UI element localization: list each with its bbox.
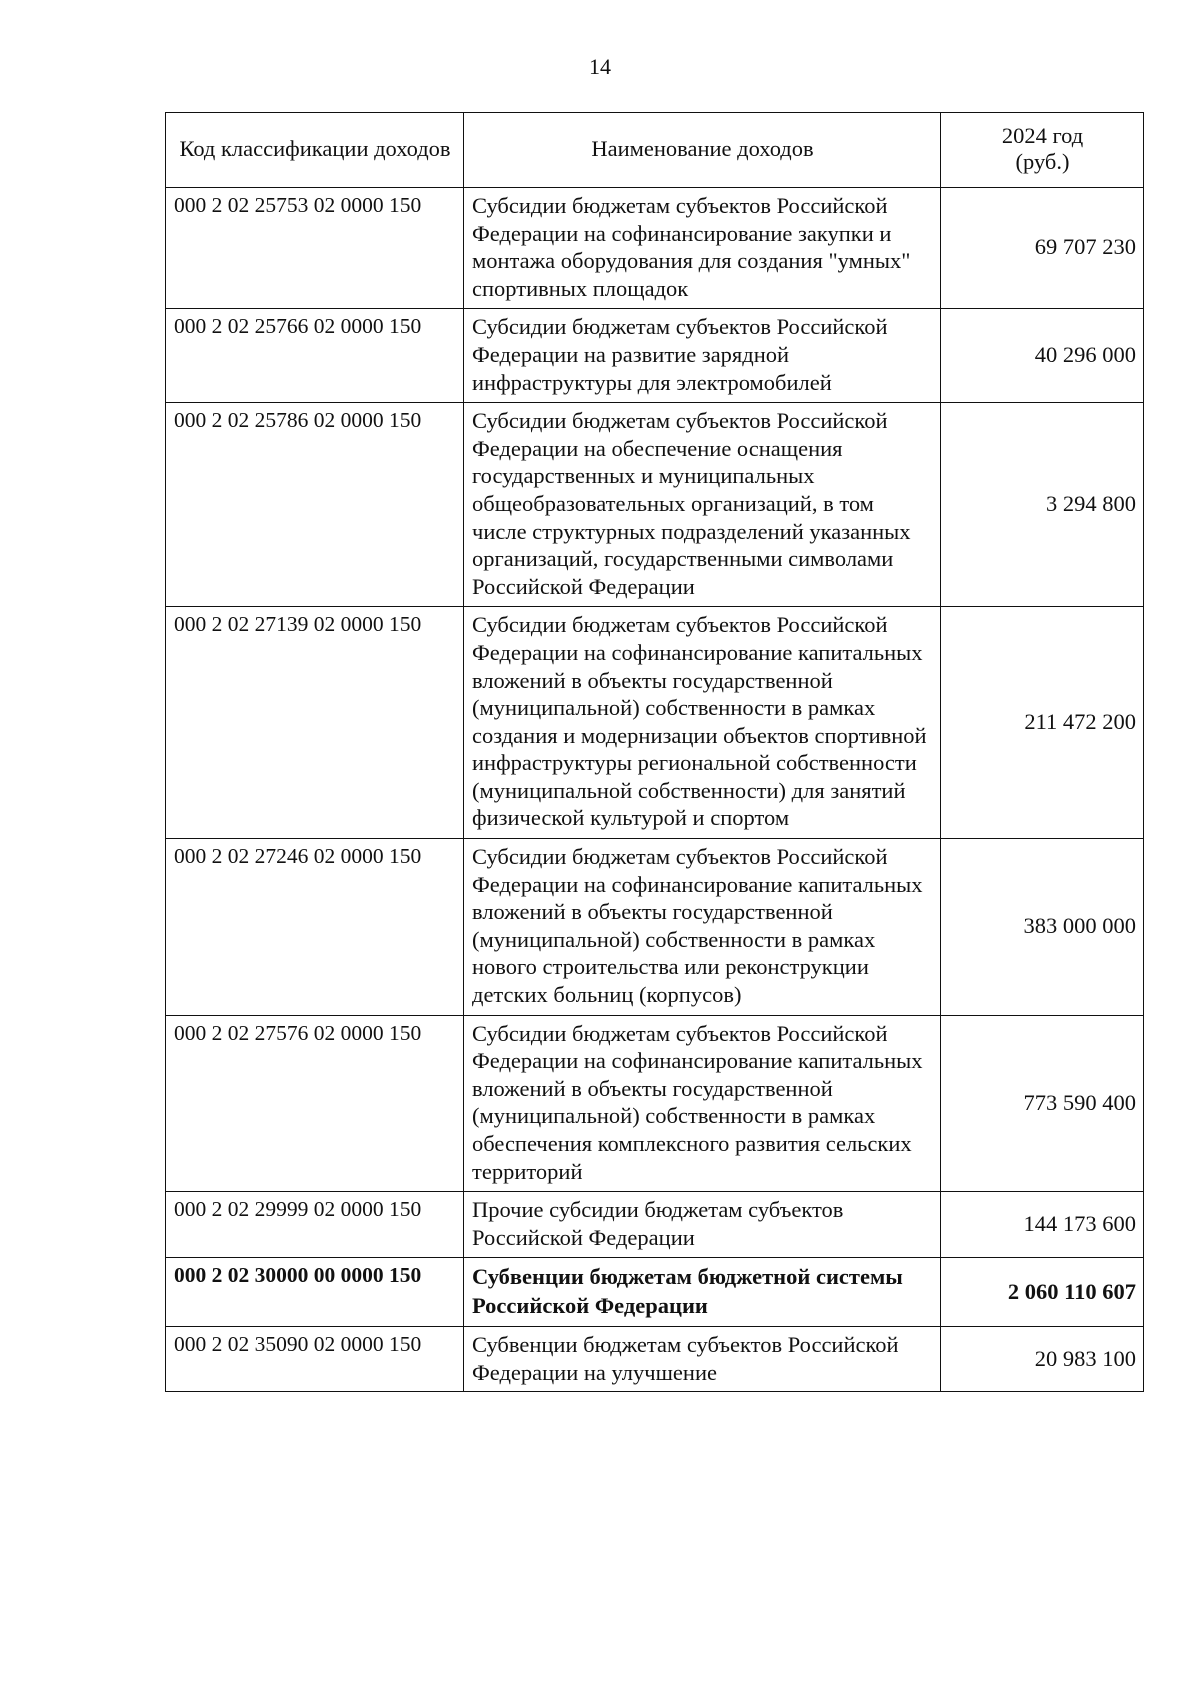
row-code: 000 2 02 25786 02 0000 150 bbox=[166, 403, 464, 607]
row-name: Субсидии бюджетам субъектов Российской Федерации на софинансирование капитальных вложений в объекты государственной (муниципальной) собственности в рамках нового строительства или реконструкции детских больниц (корпусов) bbox=[464, 839, 941, 1016]
table-row bbox=[166, 839, 1144, 1016]
row-name: Субсидии бюджетам субъектов Российской Федерации на софинансирование капитальных вложений в объекты государственной (муниципальной) собственности в рамках обеспечения комплексного развития сельских территорий bbox=[464, 1015, 941, 1192]
row-amount: 40 296 000 bbox=[941, 309, 1144, 403]
row-name: Субсидии бюджетам субъектов Российской Федерации на софинансирование капитальных вложений в объекты государственной (муниципальной) собственности в рамках создания и модернизации объектов спортивной инфраструктуры региональной собственности (муниципальной собственности) для занятий физической культурой и спортом bbox=[464, 607, 941, 839]
header-amount-unit: (руб.) bbox=[1015, 149, 1070, 174]
header-amount bbox=[941, 113, 1144, 188]
row-amount: 69 707 230 bbox=[941, 188, 1144, 309]
table-row bbox=[166, 1015, 1144, 1192]
table-header bbox=[166, 113, 1144, 188]
row-code: 000 2 02 35090 02 0000 150 bbox=[166, 1327, 464, 1391]
row-amount: 3 294 800 bbox=[941, 403, 1144, 607]
table-row bbox=[166, 188, 1144, 309]
row-code: 000 2 02 27139 02 0000 150 bbox=[166, 607, 464, 839]
table-row-total bbox=[166, 1258, 1144, 1327]
row-name: Субсидии бюджетам субъектов Российской Федерации на обеспечение оснащения государственных и муниципальных общеобразовательных организаций, в том числе структурных подразделений указанных организаций, государственными символами Российской Федерации bbox=[464, 403, 941, 607]
row-name: Субвенции бюджетам субъектов Российской Федерации на улучшение bbox=[464, 1327, 941, 1391]
table-row bbox=[166, 607, 1144, 839]
table-row bbox=[166, 403, 1144, 607]
row-code: 000 2 02 27246 02 0000 150 bbox=[166, 839, 464, 1016]
table-row bbox=[166, 1192, 1144, 1258]
header-row bbox=[166, 113, 1144, 188]
header-code: Код классификации доходов bbox=[166, 113, 464, 188]
row-amount: 773 590 400 bbox=[941, 1015, 1144, 1192]
row-amount: 211 472 200 bbox=[941, 607, 1144, 839]
row-code: 000 2 02 27576 02 0000 150 bbox=[166, 1015, 464, 1192]
row-code: 000 2 02 29999 02 0000 150 bbox=[166, 1192, 464, 1258]
row-amount: 383 000 000 bbox=[941, 839, 1144, 1016]
revenue-table bbox=[165, 112, 1144, 1392]
row-name: Субсидии бюджетам субъектов Российской Федерации на софинансирование закупки и монтажа оборудования для создания "умных" спортивных площадок bbox=[464, 188, 941, 309]
row-code: 000 2 02 25766 02 0000 150 bbox=[166, 309, 464, 403]
table-row bbox=[166, 1327, 1144, 1391]
page-number: 14 bbox=[589, 54, 611, 79]
row-amount: 20 983 100 bbox=[941, 1327, 1144, 1391]
row-name: Субсидии бюджетам субъектов Российской Федерации на развитие зарядной инфраструктуры для электромобилей bbox=[464, 309, 941, 403]
row-amount: 2 060 110 607 bbox=[941, 1258, 1144, 1327]
table-row bbox=[166, 309, 1144, 403]
header-name: Наименование доходов bbox=[464, 113, 941, 188]
row-name: Субвенции бюджетам бюджетной системы Российской Федерации bbox=[464, 1258, 941, 1327]
row-code: 000 2 02 30000 00 0000 150 bbox=[166, 1258, 464, 1327]
row-amount: 144 173 600 bbox=[941, 1192, 1144, 1258]
header-amount-year: 2024 год bbox=[1001, 123, 1084, 148]
table-body bbox=[166, 188, 1144, 1392]
row-name: Прочие субсидии бюджетам субъектов Российской Федерации bbox=[464, 1192, 941, 1258]
row-code: 000 2 02 25753 02 0000 150 bbox=[166, 188, 464, 309]
